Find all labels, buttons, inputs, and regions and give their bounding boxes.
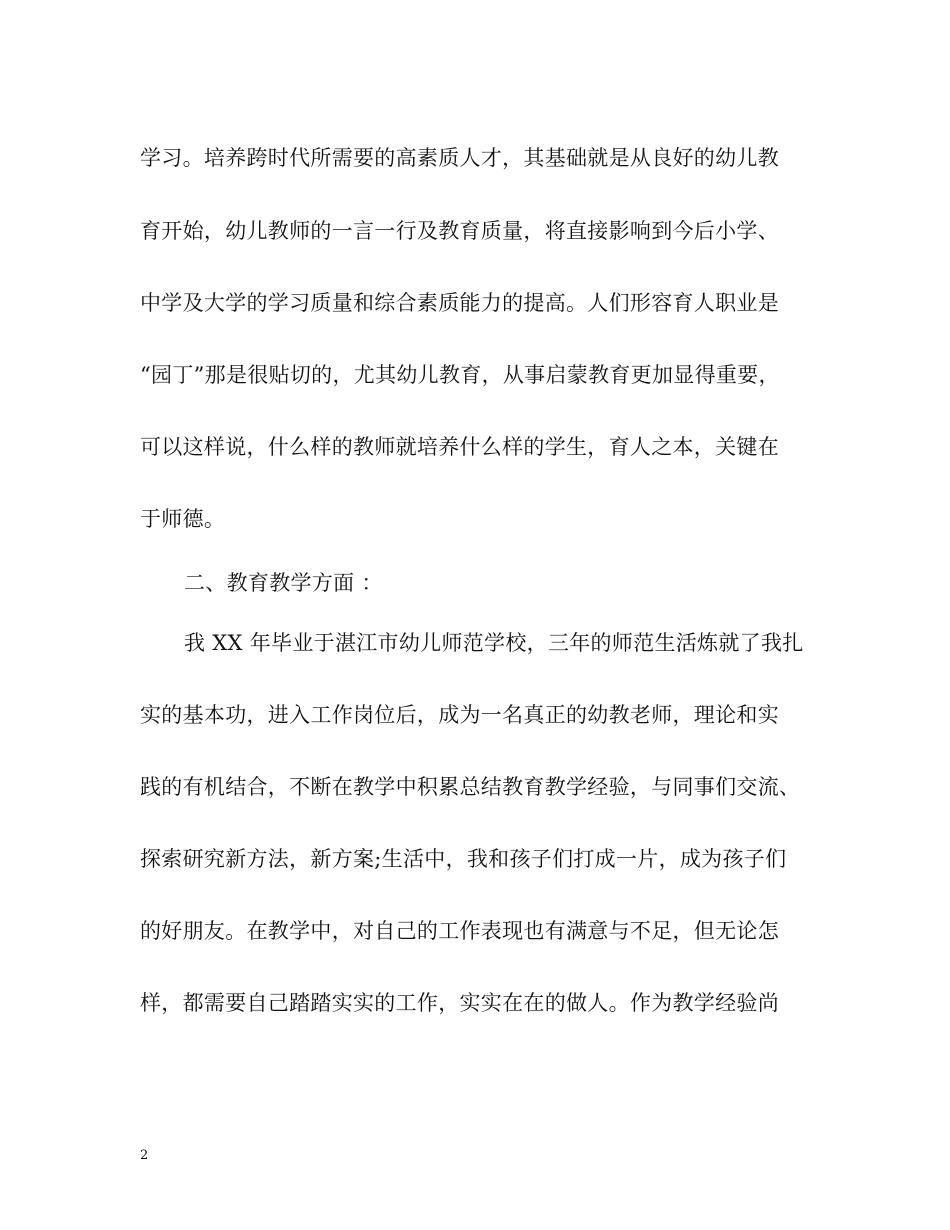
paragraph-line: 我 XX 年毕业于湛江市幼儿师范学校，三年的师范生活炼就了我扎 <box>184 631 804 655</box>
paragraph-line: 实的基本功，进入工作岗位后，成为一名真正的幼教老师，理论和实 <box>140 703 779 727</box>
page-number: 2 <box>140 1148 149 1163</box>
paragraph-line: 于师德。 <box>140 507 226 531</box>
paragraph-line: 学习。培养跨时代所需要的高素质人才，其基础就是从良好的幼儿教 <box>140 146 779 170</box>
paragraph-line: 践的有机结合，不断在教学中积累总结教育教学经验，与同事们交流、 <box>140 775 801 799</box>
paragraph-line: 的好朋友。在教学中，对自己的工作表现也有满意与不足，但无论怎 <box>140 919 779 943</box>
section-heading: 二、教育教学方面 ： <box>184 571 383 595</box>
paragraph-line: “园丁”那是很贴切的，尤其幼儿教育，从事启蒙教育更加显得重要， <box>140 363 780 387</box>
paragraph-line: 探索研究新方法，新方案;生活中，我和孩子们打成一片，成为孩子们 <box>140 847 787 871</box>
paragraph-line: 样，都需要自己踏踏实实的工作，实实在在的做人。作为教学经验尚 <box>140 991 779 1015</box>
paragraph-line: 中学及大学的学习质量和综合素质能力的提高。人们形容育人职业是 <box>140 291 779 315</box>
paragraph-line: 育开始，幼儿教师的一言一行及教育质量，将直接影响到今后小学、 <box>140 219 779 243</box>
paragraph-line: 可以这样说，什么样的教师就培养什么样的学生，育人之本，关键在 <box>140 435 779 459</box>
